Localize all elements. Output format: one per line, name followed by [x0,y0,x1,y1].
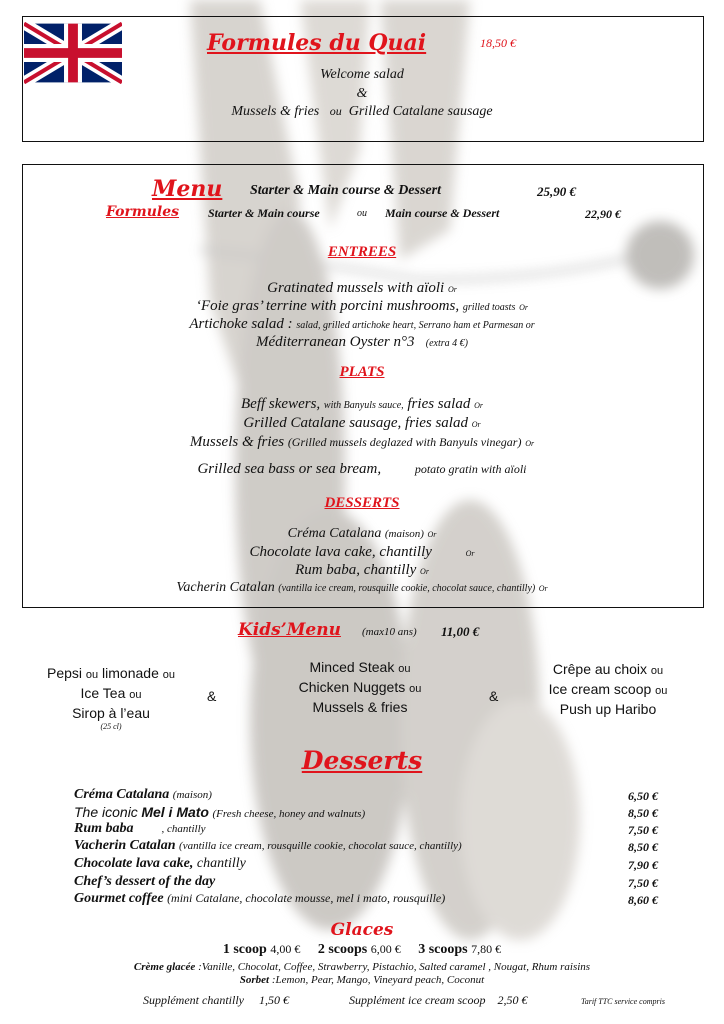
formules-quai-title: Formules du Quai [207,30,427,56]
two-scoops-price: 6,00 € [370,942,401,956]
menu-dessert-item: Vacherin Catalan (vantilla ice cream, rousquille cookie, chocolat sauce, chantilly) Or [176,580,548,595]
glaces-scoops [0,942,724,958]
desserts-section-title: Desserts [301,746,423,775]
dessert-item: Rum baba , chantilly [74,821,206,836]
dessert-item: The iconic Mel i Mato (Fresh cheese, honey and walnuts) [74,804,366,820]
kids-drinks-column: Pepsi ou limonade ou Ice Tea ou Sirop à l’eau (25 cl) [46,665,176,731]
kids-menu-age: (max10 ans) [362,626,417,638]
menu-dessert-item: Créma Catalana (maison) Or [287,526,437,541]
plat-item: Grilled sea bass or sea bream, potato gratin with aïoli [197,461,527,477]
dessert-price: 8,60 € [628,893,658,907]
supplement-chantilly: Supplément chantilly 1,50 € [143,993,289,1007]
plat-item: Grilled Catalane sausage, fries salad Or [243,415,481,431]
dessert-item: Gourmet coffee (mini Catalane, chocolate mousse, mel i mato, rousquille) [74,891,446,906]
plats-heading: PLATS [339,364,385,380]
desserts-heading: DESSERTS [324,495,400,511]
menu-line1: Starter & Main course & Dessert [250,183,441,198]
dessert-item: Chocolate lava cake, chantilly [74,856,246,871]
menu-dessert-item: Chocolate lava cake, chantilly Or [249,544,475,560]
one-scoop-price: 4,00 € [270,942,301,956]
kids-amp-2: & [489,688,499,704]
formules-quai-line1: Welcome salad [320,67,404,82]
kids-amp-1: & [207,688,217,704]
sorbet-line: Sorbet :Lemon, Pear, Mango, Vineyard peach, Coconut [239,974,485,986]
formules-quai-price: 18,50 € [480,36,516,50]
three-scoops-price: 7,80 € [471,942,502,956]
two-scoops-label: 2 scoops [317,942,368,957]
menu-line2b: Main course & Dessert [385,206,500,220]
menu-line2-ou: ou [357,208,367,219]
kids-menu-price: 11,00 € [441,624,480,639]
menu-price1: 25,90 € [537,184,576,199]
one-scoop-label: 1 scoop [222,942,267,957]
dessert-price: 6,50 € [628,789,658,803]
menu-line2a: Starter & Main course [208,206,320,220]
dessert-price: 7,90 € [628,858,658,872]
kids-dessert-column: Crêpe au choix ou Ice cream scoop ou Push up Haribo [548,661,668,717]
creme-glacee-line: Crème glacée :Vanille, Chocolat, Coffee, Strawberry, Pistachio, Salted caramel , Nougat, Rhum raisins [133,961,591,973]
kids-menu-title: Kids’Menu [238,620,341,640]
formules-quai-line3 [0,104,724,120]
formules-label: Formules [106,204,179,220]
glaces-title: Glaces [330,920,394,940]
entree-item: ‘Foie gras’ terrine with porcini mushrooms, grilled toasts Or [196,298,528,314]
dessert-price: 8,50 € [628,840,658,854]
menu-title: Menu [152,176,223,202]
menu-price2: 22,90 € [585,207,621,221]
tarif-note: Tarif TTC service compris [581,997,665,1006]
supplement-ice-cream: Supplément ice cream scoop 2,50 € [349,993,528,1007]
dessert-item: Chef’s dessert of the day [74,874,216,889]
dessert-item: Créma Catalana (maison) [74,787,212,802]
kids-main-column: Minced Steak ou Chicken Nuggets ou Mussels & fries [298,659,422,715]
formules-quai-line2: & [356,86,368,101]
plat-item: Beff skewers, with Banyuls sauce, fries salad Or [241,396,483,412]
entrees-heading: ENTREES [327,244,397,260]
dessert-price: 8,50 € [628,806,658,820]
plat-item: Mussels & fries (Grilled mussels deglazed with Banyuls vinegar) Or [189,434,535,450]
entree-item: Méditerranean Oyster n°3 (extra 4 €) [256,334,468,350]
entree-item: Artichoke salad : salad, grilled artichoke heart, Serrano ham et Parmesan or [189,316,535,332]
ou-label: ou [329,104,342,118]
sausage-label: Grilled Catalane sausage [348,104,493,119]
dessert-price: 7,50 € [628,823,658,837]
entree-item: Gratinated mussels with aïoli Or [267,280,457,296]
three-scoops-label: 3 scoops [418,942,468,957]
dessert-price: 7,50 € [628,876,658,890]
dessert-item: Vacherin Catalan (vantilla ice cream, rousquille cookie, chocolat sauce, chantilly) [74,838,462,853]
mussels-fries-label: Mussels & fries [231,104,320,119]
menu-dessert-item: Rum baba, chantilly Or [295,562,429,578]
